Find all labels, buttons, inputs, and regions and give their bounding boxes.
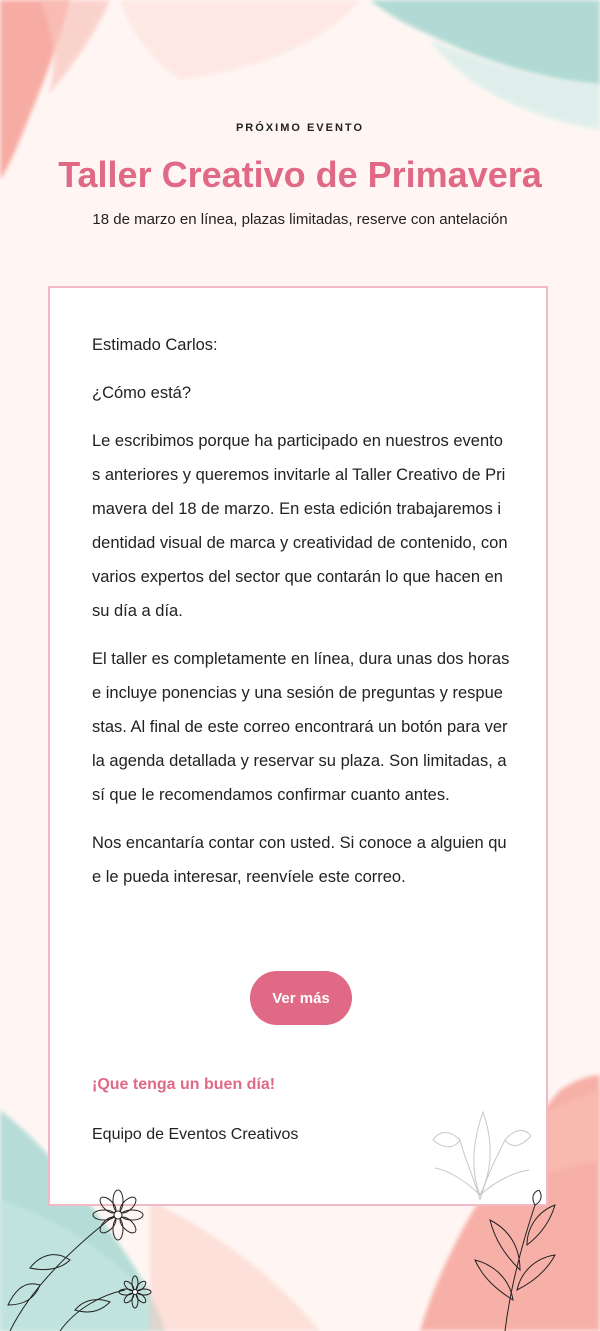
letter-body	[92, 328, 510, 908]
line-art-leaves-icon	[455, 1190, 565, 1331]
letter-card	[48, 286, 548, 1206]
signature: Equipo de Eventos Creativos	[92, 1126, 299, 1143]
letter-greeting: Estimado Carlos:	[92, 336, 218, 354]
closing-line: ¡Que tenga un buen día!	[92, 1076, 276, 1093]
event-title: Taller Creativo de Primavera	[58, 154, 542, 195]
letter-paragraph-1: Le escribimos porque ha participado en nuestros eventos anteriores y queremos invitarle al Taller Creativo de Primavera del 18 de marzo. En esta edición trabajaremos identidad visual de marca y creatividad de contenido, con varios expertos del sector que contarán lo que hacen en su día a día.	[92, 432, 508, 620]
letter-question: ¿Cómo está?	[92, 384, 192, 402]
event-subtitle: 18 de marzo en línea, plazas limitadas, reserve con antelación	[92, 211, 508, 228]
line-art-flower-icon	[0, 1180, 200, 1331]
ver-mas-button[interactable]: Ver más	[250, 971, 352, 1025]
letter-paragraph-2: El taller es completamente en línea, dura unas dos horas e incluye ponencias y una sesión de preguntas y respuestas. Al final de este correo encontrará un botón para ver la agenda detallada y reservar su plaza. Son limitadas, así que le recomendamos confirmar cuanto antes.	[92, 650, 510, 804]
event-eyebrow: PRÓXIMO EVENTO	[235, 122, 365, 134]
letter-paragraph-3: Nos encantaría contar con usted. Si conoce a alguien que le pueda interesar, reenvíele este correo.	[92, 834, 507, 886]
